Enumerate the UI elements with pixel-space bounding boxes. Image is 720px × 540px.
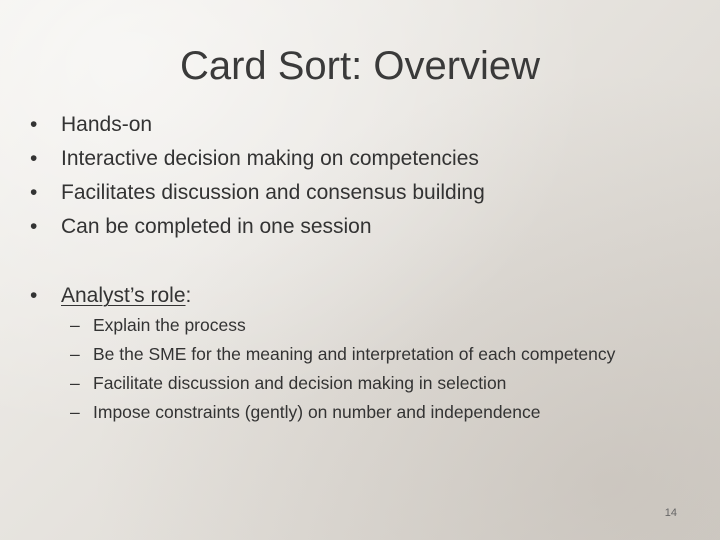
slide-title: Card Sort: Overview bbox=[179, 44, 541, 88]
bullet-glyph: • bbox=[30, 284, 38, 307]
analyst-role-heading bbox=[30, 279, 191, 313]
bullet-text: Interactive decision making on competencies bbox=[61, 147, 479, 170]
sub-bullet-item bbox=[70, 400, 630, 424]
page-number: 14 bbox=[664, 507, 677, 519]
sub-bullet-item bbox=[70, 371, 630, 395]
dash-glyph: – bbox=[70, 315, 80, 335]
bullet-item bbox=[30, 176, 485, 210]
bullet-glyph: • bbox=[30, 113, 38, 136]
bullet-text: Hands-on bbox=[61, 113, 153, 136]
sub-bullet-list bbox=[70, 313, 630, 429]
bullet-item bbox=[30, 108, 485, 142]
analyst-role-colon: : bbox=[185, 284, 192, 307]
dash-glyph: – bbox=[70, 373, 80, 393]
bullet-glyph: • bbox=[30, 215, 38, 238]
bullet-glyph: • bbox=[30, 147, 38, 170]
bullet-list bbox=[30, 108, 485, 244]
sub-bullet-text: Facilitate discussion and decision making in selection bbox=[93, 373, 507, 393]
analyst-role-label: Analyst’s role bbox=[61, 284, 186, 307]
bullet-text: Facilitates discussion and consensus building bbox=[61, 181, 485, 204]
sub-bullet-text: Impose constraints (gently) on number and independence bbox=[93, 402, 541, 422]
bullet-item bbox=[30, 210, 485, 244]
sub-bullet-item bbox=[70, 313, 630, 337]
dash-glyph: – bbox=[70, 402, 80, 422]
sub-bullet-text: Explain the process bbox=[93, 315, 246, 335]
bullet-item bbox=[30, 142, 485, 176]
bullet-text: Can be completed in one session bbox=[61, 215, 372, 238]
sub-bullet-text: Be the SME for the meaning and interpretation of each competency bbox=[93, 344, 616, 364]
sub-bullet-item bbox=[70, 342, 630, 366]
dash-glyph: – bbox=[70, 344, 80, 364]
bullet-glyph: • bbox=[30, 181, 38, 204]
